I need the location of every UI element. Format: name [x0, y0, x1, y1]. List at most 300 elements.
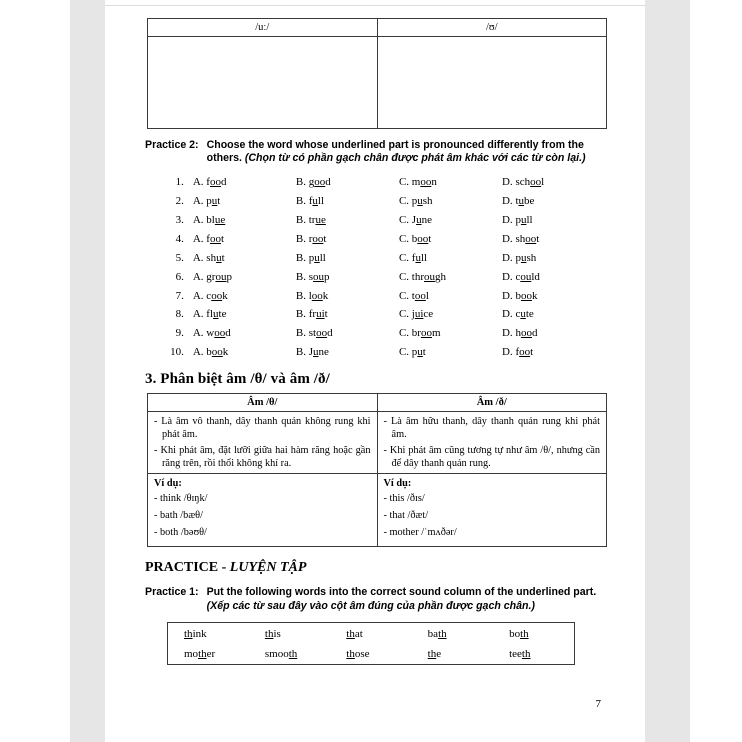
theta-table-description-row — [148, 411, 607, 473]
mcq-option-word — [515, 327, 537, 339]
word-underlined-part: ui — [316, 308, 325, 321]
mcq-option-letter: B. — [295, 251, 306, 264]
mcq-option-word — [206, 308, 226, 320]
theta-description-left — [148, 411, 378, 473]
mcq-option-letter: B. — [295, 176, 306, 189]
word-prefix: bl — [206, 214, 215, 227]
word-underlined-part: th — [521, 648, 531, 661]
word-prefix: b — [515, 289, 521, 302]
word-underlined-part: oo — [530, 176, 542, 189]
mcq-option-letter: C. — [398, 195, 410, 208]
mcq-option[interactable] — [502, 214, 605, 226]
wordbank-row — [168, 644, 575, 665]
word-suffix: t — [422, 346, 426, 359]
mcq-option-letter: B. — [295, 327, 306, 340]
mcq-option-word — [309, 327, 333, 339]
word-suffix: ll — [526, 214, 533, 227]
word-underlined-part: oo — [417, 232, 429, 245]
mcq-question-number: 8. — [175, 308, 184, 321]
mcq-option[interactable] — [296, 252, 399, 264]
mcq-option[interactable] — [193, 233, 296, 245]
theta-example-label-right: Ví dụ: — [377, 474, 607, 493]
word-underlined-part: u — [416, 214, 422, 227]
mcq-option-letter: D. — [501, 176, 513, 189]
word-suffix: t — [428, 232, 432, 245]
mcq-row — [167, 324, 605, 343]
theta-example-label-left: Ví dụ: — [148, 474, 378, 493]
mcq-option-word — [206, 233, 224, 245]
word-suffix: d — [325, 176, 331, 189]
word-underlined-part: th — [198, 648, 207, 661]
word-suffix: sh — [422, 195, 433, 208]
mcq-option-word — [206, 271, 232, 283]
word-underlined-part: u — [216, 251, 222, 264]
word-suffix: ll — [317, 195, 325, 208]
mcq-option-word — [206, 214, 225, 226]
sound-column-table — [147, 18, 607, 129]
word-prefix: j — [411, 308, 415, 321]
word-suffix: is — [273, 627, 281, 640]
word-prefix: s — [308, 270, 314, 283]
mcq-question-number: 6. — [175, 270, 184, 283]
practice1-label: Practice 1: — [145, 586, 199, 599]
wordbank-word[interactable] — [168, 644, 249, 665]
word-prefix: smoo — [264, 648, 289, 661]
mcq-option[interactable] — [399, 327, 502, 339]
word-prefix: mo — [184, 648, 199, 661]
mcq-question-number: 7. — [175, 289, 184, 302]
word-underlined-part: u — [213, 308, 219, 321]
mcq-option[interactable] — [502, 327, 605, 339]
mcq-option[interactable] — [296, 176, 399, 188]
word-underlined-part: th — [427, 648, 437, 661]
word-suffix: t — [217, 195, 221, 208]
word-prefix: t — [515, 195, 519, 208]
word-suffix: m — [431, 327, 441, 340]
mcq-option-letter: B. — [295, 308, 306, 321]
mcq-option-word — [206, 327, 230, 339]
word-underlined-part: th — [520, 627, 529, 640]
word-underlined-part: u — [313, 346, 319, 359]
word-suffix: k — [222, 346, 229, 359]
mcq-row — [167, 286, 605, 305]
mcq-row — [167, 305, 605, 324]
mcq-option[interactable] — [193, 195, 296, 207]
wordbank-word[interactable] — [493, 644, 574, 665]
word-underlined-part: u — [314, 251, 320, 264]
mcq-option-letter: C. — [398, 270, 410, 283]
mcq-question-number: 9. — [175, 327, 184, 340]
word-underlined-part: th — [288, 648, 298, 661]
word-prefix: g — [308, 176, 315, 189]
mcq-option-letter: C. — [398, 327, 410, 340]
theta-table-example-label-row — [148, 474, 607, 493]
mcq-option-letter: C. — [398, 232, 410, 245]
mcq-option-word — [309, 271, 330, 283]
word-suffix: sh — [526, 251, 537, 264]
word-prefix: f — [308, 195, 313, 208]
word-prefix: p — [411, 195, 418, 208]
sound-table-header-row — [148, 19, 607, 37]
scan-gutter-right — [645, 0, 690, 742]
mcq-option-letter: A. — [192, 289, 204, 302]
theta-examples-right — [377, 492, 607, 547]
word-suffix: te — [525, 308, 534, 321]
mcq-option[interactable] — [502, 195, 605, 207]
word-suffix: d — [327, 327, 333, 340]
mcq-option[interactable] — [399, 176, 502, 188]
word-prefix: sch — [515, 176, 531, 189]
mcq-option-word — [309, 290, 329, 302]
word-prefix: f — [206, 232, 210, 245]
word-prefix: b — [206, 346, 212, 359]
word-prefix: gr — [206, 270, 216, 283]
word-underlined-part: oo — [209, 232, 221, 245]
mcq-option[interactable] — [399, 308, 502, 320]
word-underlined-part: th — [346, 648, 355, 661]
page-top-rule — [105, 5, 645, 6]
word-prefix: J — [411, 214, 417, 227]
mcq-question-number: 3. — [175, 214, 184, 227]
word-suffix: ll — [420, 251, 428, 264]
mcq-option-word — [515, 346, 533, 358]
word-suffix: t — [221, 251, 225, 264]
mcq-option-letter: D. — [501, 327, 513, 340]
mcq-option-letter: D. — [501, 195, 513, 208]
mcq-option-word — [206, 346, 228, 358]
word-prefix: ba — [427, 627, 439, 640]
word-prefix: p — [308, 251, 315, 264]
mcq-option[interactable] — [193, 346, 296, 358]
mcq-option[interactable] — [399, 271, 502, 283]
word-prefix: st — [308, 327, 317, 340]
mcq-option[interactable] — [502, 271, 605, 283]
practice2-question-list — [167, 173, 605, 362]
mcq-question-number: 1. — [175, 176, 184, 189]
mcq-option-letter: A. — [192, 176, 204, 189]
mcq-option-letter: D. — [501, 289, 513, 302]
practice-banner-vi: LUYỆN TẬP — [229, 560, 307, 576]
word-prefix: bo — [509, 627, 521, 640]
word-suffix: t — [323, 232, 327, 245]
mcq-option-word — [309, 195, 324, 207]
word-prefix: t — [411, 289, 415, 302]
word-prefix: c — [515, 270, 521, 283]
mcq-option-letter: A. — [192, 251, 204, 264]
word-suffix: t — [536, 232, 540, 245]
word-suffix: n — [431, 176, 437, 189]
word-underlined-part: u — [520, 214, 527, 227]
word-prefix: l — [308, 289, 312, 302]
mcq-option[interactable] — [399, 233, 502, 245]
word-suffix: e — [436, 648, 442, 661]
word-prefix: b — [411, 232, 418, 245]
mcq-option-letter: B. — [295, 214, 306, 227]
practice1-wordbank-table — [167, 622, 575, 665]
theta-left-example-1: - think /θɪŋk/ — [154, 493, 208, 505]
mcq-option-letter: D. — [501, 232, 513, 245]
mcq-option[interactable] — [399, 346, 502, 358]
word-underlined-part: ou — [424, 270, 436, 283]
theta-right-point-1: - Là âm hữu thanh, dây thanh quản rung khi phát âm. — [383, 415, 600, 440]
mcq-option-word — [515, 290, 537, 302]
mcq-option-word — [412, 308, 433, 320]
section3-heading: 3. Phân biệt âm /θ/ và âm /ð/ — [145, 370, 330, 387]
word-underlined-part: oo — [311, 289, 323, 302]
mcq-option-letter: C. — [398, 176, 410, 189]
mcq-option-word — [412, 214, 432, 226]
practice1-instruction-vi: (Xếp các từ sau đây vào cột âm đúng của phần được gạch chân.) — [206, 599, 535, 612]
sound-answer-cell-u[interactable] — [377, 37, 607, 129]
mcq-option-letter: B. — [295, 232, 306, 245]
mcq-option-word — [515, 195, 534, 207]
theta-left-point-2: - Khi phát âm, đặt lưỡi giữa hai hàm răng hoặc gần răng trên, rồi thổi không khí ra. — [154, 444, 371, 469]
wordbank-word[interactable] — [330, 644, 411, 665]
word-prefix: p — [411, 346, 418, 359]
word-underlined-part: ue — [214, 214, 226, 227]
mcq-row — [167, 229, 605, 248]
wordbank-word[interactable] — [249, 644, 330, 665]
mcq-option-word — [412, 327, 441, 339]
mcq-option[interactable] — [296, 233, 399, 245]
mcq-option-letter: D. — [501, 214, 513, 227]
mcq-option-word — [412, 252, 427, 264]
mcq-option-letter: D. — [501, 251, 513, 264]
practice2-heading — [145, 139, 605, 166]
mcq-option[interactable] — [296, 290, 399, 302]
word-suffix: er — [206, 648, 216, 661]
mcq-option-word — [206, 195, 220, 207]
word-suffix: l — [541, 176, 545, 189]
mcq-option-letter: D. — [501, 270, 513, 283]
theta-left-point-1: - Là âm vô thanh, dây thanh quản không rung khi phát âm. — [154, 415, 371, 440]
word-suffix: gh — [435, 270, 447, 283]
word-prefix: thr — [411, 270, 425, 283]
wordbank-word[interactable] — [412, 644, 493, 665]
practice1-instruction-en: Put the following words into the correct sound column of the underlined part. — [206, 586, 597, 599]
mcq-option-letter: C. — [398, 251, 410, 264]
mcq-option[interactable] — [193, 252, 296, 264]
mcq-option[interactable] — [296, 195, 399, 207]
word-suffix: d — [225, 327, 231, 340]
mcq-row — [167, 192, 605, 211]
mcq-option[interactable] — [193, 308, 296, 320]
wordbank-word[interactable] — [330, 623, 411, 644]
mcq-option[interactable] — [193, 290, 296, 302]
mcq-option-letter: A. — [192, 327, 204, 340]
mcq-option-letter: B. — [295, 346, 306, 359]
mcq-option-word — [412, 176, 437, 188]
practice-section-banner — [145, 560, 605, 576]
word-prefix: sh — [206, 251, 217, 264]
mcq-option-word — [515, 252, 536, 264]
mcq-option-letter: D. — [501, 346, 513, 359]
word-underlined-part: u — [518, 195, 524, 208]
word-suffix: ne — [421, 214, 432, 227]
word-underlined-part: u — [312, 195, 318, 208]
practice2-instruction — [207, 139, 605, 166]
theta-left-example-3: - both /bəʊθ/ — [154, 527, 207, 539]
word-suffix: k — [222, 289, 228, 302]
word-prefix: sh — [515, 232, 526, 245]
mcq-option[interactable] — [193, 214, 296, 226]
practice2-instruction-en: Choose the word whose underlined part is pronounced differently from the others. — [206, 139, 584, 165]
mcq-question-number: 4. — [175, 232, 184, 245]
mcq-option-word — [515, 233, 539, 245]
theta-eth-comparison-table — [147, 393, 607, 548]
wordbank-row — [168, 623, 575, 644]
word-suffix: d — [531, 327, 538, 340]
mcq-option[interactable] — [399, 290, 502, 302]
mcq-option-letter: C. — [398, 346, 410, 359]
word-underlined-part: oo — [211, 289, 223, 302]
word-suffix: l — [425, 289, 429, 302]
wordbank-word[interactable] — [412, 623, 493, 644]
word-underlined-part: ue — [315, 214, 326, 227]
mcq-row — [167, 267, 605, 286]
mcq-option[interactable] — [193, 176, 296, 188]
mcq-row — [167, 211, 605, 230]
practice-banner-en: PRACTICE - — [145, 560, 230, 576]
word-prefix: tr — [308, 214, 316, 227]
mcq-option-word — [206, 176, 226, 188]
word-suffix: p — [226, 270, 232, 283]
word-underlined-part: oo — [525, 232, 537, 245]
word-underlined-part: oo — [420, 176, 432, 189]
mcq-option[interactable] — [296, 271, 399, 283]
theta-right-example-1: - this /ðɪs/ — [383, 493, 425, 505]
word-underlined-part: u — [520, 308, 526, 321]
word-prefix: fr — [308, 308, 317, 321]
theta-header-voiced: Âm /ð/ — [377, 393, 607, 411]
word-suffix: ose — [354, 648, 370, 661]
page-number: 7 — [595, 698, 601, 710]
sound-header-u: /ʊ/ — [377, 19, 607, 37]
mcq-option-word — [206, 252, 224, 264]
word-suffix: ne — [318, 346, 329, 359]
word-underlined-part: ui — [414, 308, 424, 321]
mcq-option[interactable] — [399, 252, 502, 264]
word-underlined-part: oo — [209, 176, 221, 189]
mcq-question-number: 5. — [175, 251, 184, 264]
mcq-option-word — [515, 214, 532, 226]
word-suffix: p — [324, 270, 330, 283]
mcq-option-word — [515, 271, 539, 283]
word-suffix: k — [531, 289, 538, 302]
mcq-option-letter: C. — [398, 289, 410, 302]
mcq-question-number: 2. — [175, 195, 184, 208]
wordbank-word[interactable] — [249, 623, 330, 644]
page-content — [145, 18, 605, 665]
word-underlined-part: u — [415, 251, 421, 264]
wordbank-word[interactable] — [168, 623, 249, 644]
theta-right-example-3: - mother /ˈmʌðər/ — [383, 527, 457, 539]
mcq-option-letter: A. — [192, 346, 204, 359]
word-underlined-part: u — [417, 346, 423, 359]
word-underlined-part: ou — [313, 270, 325, 283]
mcq-option[interactable] — [296, 346, 399, 358]
mcq-option[interactable] — [193, 327, 296, 339]
word-underlined-part: oo — [211, 346, 223, 359]
mcq-option-word — [309, 214, 326, 226]
word-underlined-part: oo — [312, 232, 324, 245]
word-prefix: f — [515, 346, 520, 359]
word-underlined-part: oo — [520, 289, 532, 302]
word-underlined-part: oo — [420, 327, 432, 340]
theta-right-point-2: - Khi phát âm cũng tương tự như âm /θ/, nhưng cần để dây thanh quản rung. — [383, 444, 600, 469]
word-suffix: be — [524, 195, 535, 208]
theta-description-right — [377, 411, 607, 473]
word-underlined-part: oo — [519, 346, 531, 359]
word-underlined-part: oo — [314, 176, 326, 189]
mcq-option[interactable] — [502, 252, 605, 264]
mcq-option[interactable] — [399, 195, 502, 207]
mcq-option[interactable] — [502, 290, 605, 302]
practice1-heading — [145, 586, 605, 613]
word-prefix: f — [411, 251, 416, 264]
mcq-option[interactable] — [502, 346, 605, 358]
theta-header-voiceless: Âm /θ/ — [148, 393, 378, 411]
practice2-instruction-vi: (Chọn từ có phần gạch chân được phát âm khác với các từ còn lại.) — [244, 152, 586, 165]
mcq-option-letter: B. — [295, 195, 306, 208]
mcq-option-word — [515, 308, 533, 320]
wordbank-word[interactable] — [493, 623, 574, 644]
mcq-option[interactable] — [296, 327, 399, 339]
mcq-option[interactable] — [502, 176, 605, 188]
word-prefix: br — [411, 327, 421, 340]
mcq-row — [167, 248, 605, 267]
mcq-question-number: 10. — [170, 346, 184, 359]
mcq-option-word — [309, 252, 326, 264]
mcq-option-word — [309, 233, 327, 245]
word-suffix: ink — [192, 627, 207, 640]
mcq-row — [167, 343, 605, 362]
mcq-option-letter: A. — [192, 195, 204, 208]
word-underlined-part: oo — [214, 327, 226, 340]
word-suffix: t — [220, 232, 225, 245]
theta-table-example-row — [148, 492, 607, 547]
mcq-option-letter: C. — [398, 214, 410, 227]
mcq-option-word — [515, 176, 544, 188]
mcq-option[interactable] — [296, 308, 399, 320]
sound-answer-cell-uu[interactable] — [148, 37, 378, 129]
word-prefix: tee — [509, 648, 522, 661]
theta-table-header-row — [148, 393, 607, 411]
mcq-option[interactable] — [296, 214, 399, 226]
word-underlined-part: oo — [414, 289, 426, 302]
mcq-option[interactable] — [399, 214, 502, 226]
mcq-row — [167, 173, 605, 192]
mcq-option-word — [206, 290, 227, 302]
practice1-instruction — [207, 586, 605, 613]
word-suffix: ce — [423, 308, 434, 321]
mcq-option[interactable] — [502, 308, 605, 320]
mcq-option-letter: A. — [192, 214, 204, 227]
word-prefix: fl — [206, 308, 214, 321]
word-suffix: d — [220, 176, 227, 189]
mcq-option-letter: A. — [192, 232, 204, 245]
mcq-option-word — [309, 176, 331, 188]
sound-table-answer-row — [148, 37, 607, 129]
mcq-option-letter: C. — [398, 308, 410, 321]
theta-right-example-2: - that /ðæt/ — [383, 510, 429, 522]
scan-gutter-left — [70, 0, 105, 742]
word-underlined-part: ou — [520, 270, 532, 283]
mcq-option-word — [309, 346, 329, 358]
sound-header-uu: /uː/ — [148, 19, 378, 37]
mcq-option[interactable] — [193, 271, 296, 283]
mcq-option[interactable] — [502, 233, 605, 245]
